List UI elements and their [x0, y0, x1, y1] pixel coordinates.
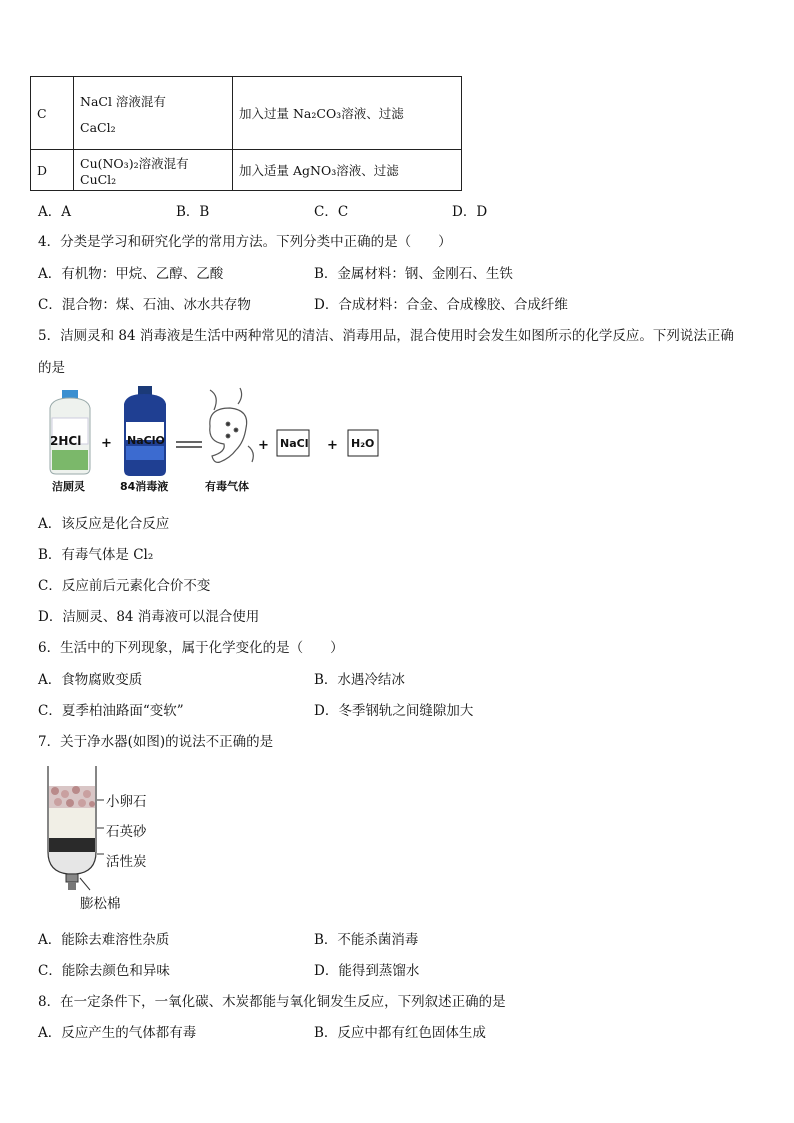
row-sample: [74, 77, 233, 150]
disinfectant-bottle-icon: [124, 386, 166, 476]
row-method: 加入过量 Na₂CO₃溶液、过滤: [233, 77, 462, 150]
plus-sign: +: [258, 438, 269, 453]
plus-sign: +: [101, 436, 112, 451]
q7-option-a[interactable]: A．能除去难溶性杂质: [38, 932, 170, 948]
product-nacl: NaCl: [280, 437, 309, 450]
sample-line: NaCl 溶液混有: [80, 93, 166, 109]
q5-stem: 5．洁厕灵和 84 消毒液是生活中两种常见的清洁、消毒用品，混合使用时会发生如图所示的化学反应。下列说法正确: [38, 328, 734, 344]
q7-option-b[interactable]: B．不能杀菌消毒: [314, 932, 419, 948]
q3-option-c[interactable]: C．C: [314, 204, 349, 220]
q5-option-d[interactable]: D．洁厕灵、84 消毒液可以混合使用: [38, 609, 260, 625]
bottle1-formula: 2HCl: [50, 434, 82, 448]
sample-line: CaCl₂: [80, 119, 116, 135]
q7-option-c[interactable]: C．能除去颜色和异味: [38, 963, 170, 979]
q6-option-b[interactable]: B．水遇冷结冰: [314, 672, 405, 688]
q4-option-b[interactable]: B．金属材料：钢、金刚石、生铁: [314, 266, 513, 282]
q4-option-c[interactable]: C．混合物：煤、石油、冰水共存物: [38, 297, 251, 313]
cotton-label: 膨松棉: [80, 896, 121, 912]
carbon-layer-icon: [49, 838, 95, 854]
q6-option-c[interactable]: C．夏季柏油路面“变软”: [38, 703, 184, 719]
plus-sign: +: [327, 438, 338, 453]
q6-stem: 6．生活中的下列现象，属于化学变化的是（ ）: [38, 640, 344, 656]
q6-option-a[interactable]: A．食物腐败变质: [38, 672, 143, 688]
q6-option-d[interactable]: D．冬季钢轨之间缝隙加大: [314, 703, 474, 719]
row-sample: Cu(NO₃)₂溶液混有 CuCl₂: [74, 150, 233, 191]
pebble-label: 小卵石: [106, 794, 147, 810]
toxic-gas-icon: [210, 388, 254, 462]
sand-label: 石英砂: [106, 824, 147, 840]
gas-label: 有毒气体: [205, 480, 249, 493]
q5-option-a[interactable]: A．该反应是化合反应: [38, 516, 170, 532]
table-row: [31, 150, 462, 191]
q7-stem: 7．关于净水器(如图)的说法不正确的是: [38, 734, 274, 750]
q7-option-d[interactable]: D．能得到蒸馏水: [314, 963, 420, 979]
product-water: H₂O: [351, 437, 375, 450]
water-filter-figure: [40, 764, 200, 914]
row-method: 加入适量 AgNO₃溶液、过滤: [233, 150, 462, 191]
sand-layer-icon: [49, 808, 95, 838]
table-row: [31, 77, 462, 150]
reagent-table: [30, 76, 462, 191]
q4-option-a[interactable]: A．有机物：甲烷、乙醇、乙酸: [38, 266, 224, 282]
bottle1-label: 洁厕灵: [52, 480, 85, 493]
row-label: C: [31, 77, 74, 150]
q8-stem: 8．在一定条件下，一氧化碳、木炭都能与氧化铜发生反应，下列叙述正确的是: [38, 994, 506, 1010]
q4-option-d[interactable]: D．合成材料：合金、合成橡胶、合成纤维: [314, 297, 568, 313]
q5-option-b[interactable]: B．有毒气体是 Cl₂: [38, 547, 154, 563]
q4-stem: 4．分类是学习和研究化学的常用方法。下列分类中正确的是（ ）: [38, 234, 452, 250]
q5-stem-cont: 的是: [38, 360, 65, 376]
bottle2-label: 84消毒液: [120, 480, 169, 493]
toilet-cleaner-bottle-icon: [50, 390, 90, 474]
q3-option-b[interactable]: B．B: [176, 204, 210, 220]
q8-option-b[interactable]: B．反应中都有红色固体生成: [314, 1025, 486, 1041]
pebble-layer-icon: [49, 786, 95, 808]
bottle2-formula: NaClO: [127, 434, 165, 447]
reaction-figure: [40, 386, 400, 496]
q3-option-d[interactable]: D．D: [452, 204, 488, 220]
q3-option-a[interactable]: A．A: [38, 204, 71, 220]
row-label: D: [31, 150, 74, 191]
q8-option-a[interactable]: A．反应产生的气体都有毒: [38, 1025, 197, 1041]
q5-option-c[interactable]: C．反应前后元素化合价不变: [38, 578, 211, 594]
carbon-label: 活性炭: [106, 854, 147, 870]
